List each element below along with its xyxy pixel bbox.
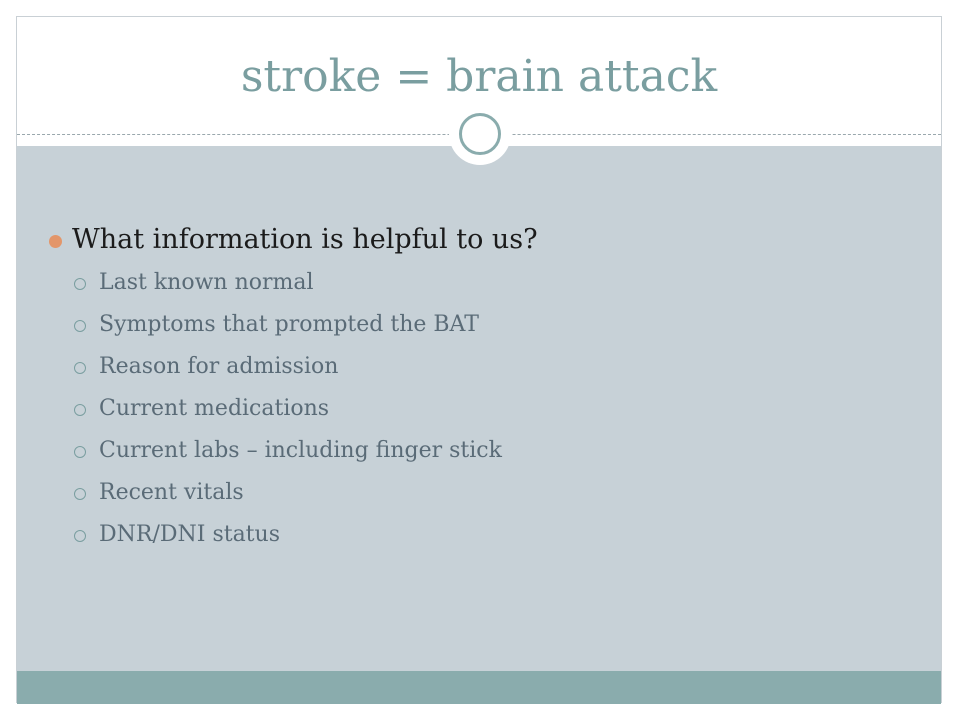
footer-band: [17, 671, 941, 704]
sub-bullet-item: [74, 472, 899, 514]
hollow-circle-bullet-icon: [74, 488, 86, 500]
hollow-circle-bullet-icon: [74, 278, 86, 290]
sub-bullet-text: Symptoms that prompted the BAT: [99, 312, 479, 337]
hollow-circle-bullet-icon: [74, 530, 86, 542]
sub-bullet-text: Reason for admission: [99, 354, 339, 379]
sub-bullet-item: [74, 514, 899, 556]
sub-bullet-item: [74, 430, 899, 472]
sub-bullet-text: Last known normal: [99, 270, 314, 295]
hollow-circle-bullet-icon: [74, 320, 86, 332]
circle-ornament-icon: [449, 103, 511, 165]
sub-bullet-text: Recent vitals: [99, 480, 244, 505]
sub-bullet-item: [74, 262, 899, 304]
sub-bullet-text: DNR/DNI status: [99, 522, 280, 547]
bullet-list: [49, 218, 899, 556]
hollow-circle-bullet-icon: [74, 446, 86, 458]
sub-bullet-item: [74, 346, 899, 388]
main-bullet-item: [49, 218, 899, 262]
sub-bullet-list: [74, 262, 899, 556]
filled-dot-bullet-icon: [49, 235, 62, 248]
sub-bullet-item: [74, 388, 899, 430]
main-bullet-text: What information is helpful to us?: [72, 224, 538, 255]
slide-title: stroke = brain attack: [240, 51, 718, 102]
hollow-circle-bullet-icon: [74, 362, 86, 374]
ring-shape: [459, 113, 501, 155]
hollow-circle-bullet-icon: [74, 404, 86, 416]
sub-bullet-text: Current medications: [99, 396, 330, 421]
sub-bullet-item: [74, 304, 899, 346]
sub-bullet-text: Current labs – including finger stick: [99, 438, 502, 463]
